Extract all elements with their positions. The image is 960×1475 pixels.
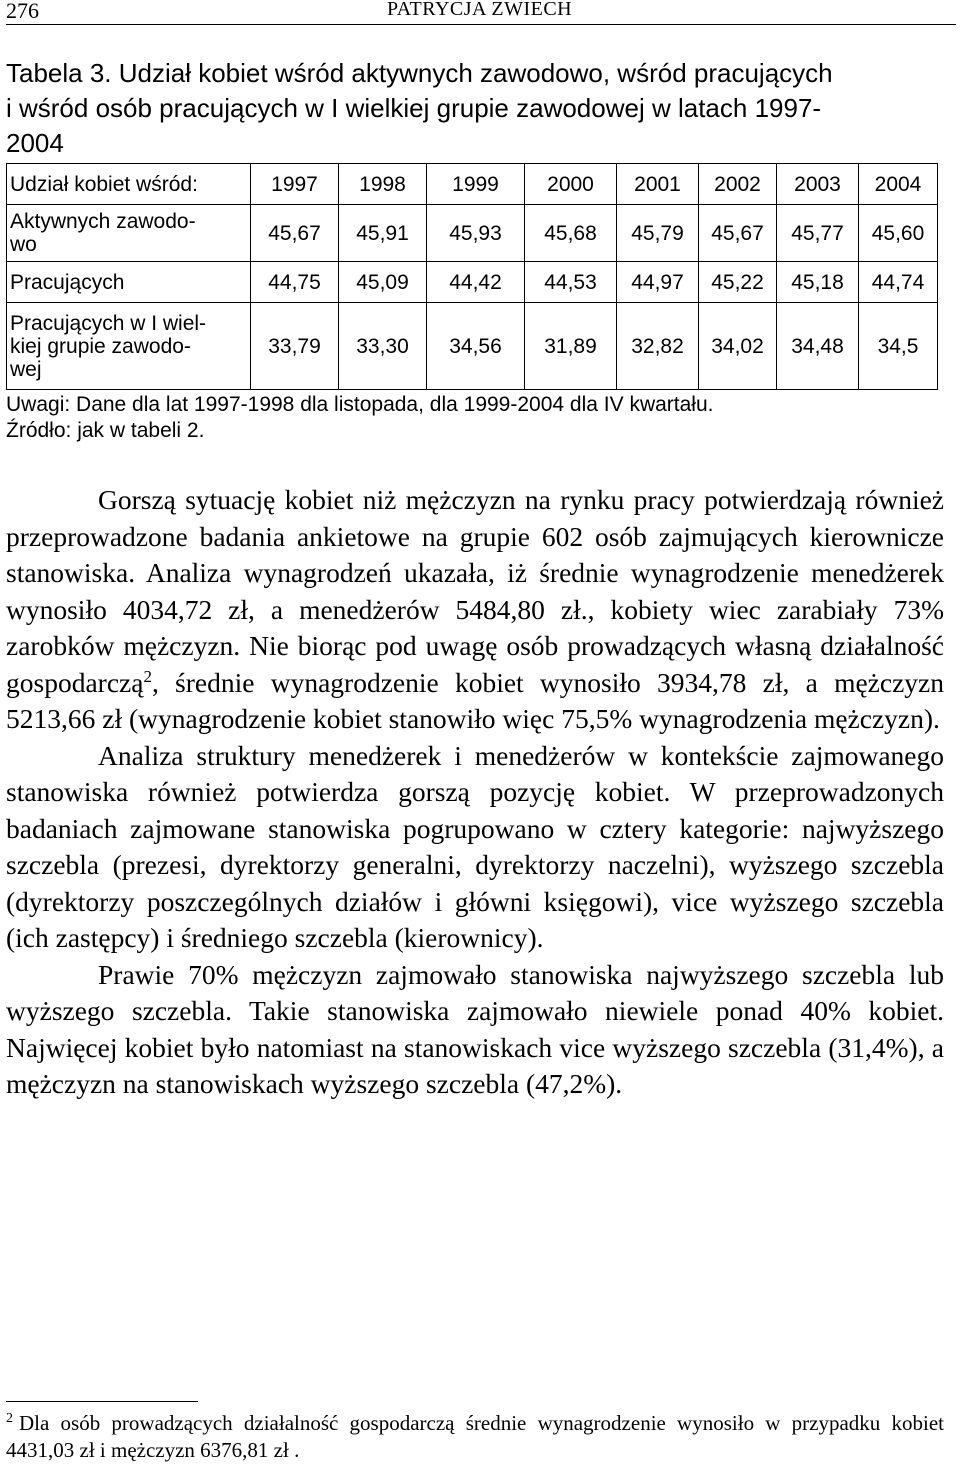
caption-line: i wśród osób pracujących w I wielkiej grupie zawodowej w latach 1997- (6, 93, 822, 123)
table-notes (6, 392, 946, 444)
row-label-line: Pracujących w I wiel- (10, 311, 207, 335)
row-label (7, 262, 251, 303)
table-cell: 34,56 (427, 303, 525, 390)
table-cell: 45,77 (777, 205, 859, 262)
year-header: 1997 (251, 164, 339, 205)
paragraph-text: , średnie wynagrodzenie kobiet wynosiło 3934,78 zł, a mężczyzn 5213,66 zł (wynagrodzenie kobiet stanowiło więc 75,5% wynagrodzenia mężczyzn). (6, 666, 944, 734)
table-cell: 44,75 (251, 262, 339, 303)
table-cell: 45,79 (617, 205, 699, 262)
table-cell: 31,89 (525, 303, 617, 390)
table-cell: 45,67 (699, 205, 777, 262)
table-cell: 45,22 (699, 262, 777, 303)
footnote-rule (6, 1401, 198, 1402)
caption-line: Tabela 3. Udział kobiet wśród aktywnych zawodowo, wśród pracujących (6, 58, 833, 88)
row-label-line: wej (10, 357, 42, 381)
row-label-line: wo (10, 233, 37, 256)
year-header: 2001 (617, 164, 699, 205)
table-cell: 44,97 (617, 262, 699, 303)
table-cell: 45,18 (777, 262, 859, 303)
table-cell: 44,53 (525, 262, 617, 303)
table-cell: 45,09 (339, 262, 427, 303)
paragraph: Analiza struktury menedżerek i menedżerów w kontekście zajmowanego stanowiska również potwierdza gorszą pozycję kobiet. W przeprowadzonych badaniach zajmowane stanowiska pogrupowano w cztery kategorie: najwyższego szczebla (prezesi, dyrektorzy generalni, dyrektorzy naczelni), wyższego szczebla (dyrektorzy poszczególnych działów i główni księgowi), vice wyższego szczebla (ich zastępcy) i średniego szczebla (kierownicy). (6, 739, 944, 953)
table-cell: 33,30 (339, 303, 427, 390)
table-row (7, 205, 938, 262)
table-cell: 44,42 (427, 262, 525, 303)
table-cell: 45,60 (859, 205, 938, 262)
data-table (6, 163, 938, 390)
row-label-line: Pracujących (10, 270, 125, 294)
footnote-text: Dla osób prowadzących działalność gospodarczą średnie wynagrodzenie wynosiło w przypadku kobiet 4431,03 zł i mężczyzn 6376,81 zł . (6, 1411, 944, 1462)
table-cell: 45,67 (251, 205, 339, 262)
year-header: 2002 (699, 164, 777, 205)
year-header: 2004 (859, 164, 938, 205)
caption-line: 2004 (6, 128, 64, 158)
footnote (6, 1410, 944, 1464)
table-source: Źródło: jak w tabeli 2. (6, 419, 205, 442)
table-note: Uwagi: Dane dla lat 1997-1998 dla listopada, dla 1999-2004 dla IV kwartału. (6, 393, 714, 416)
row-label-line: kiej grupie zawodo- (10, 334, 191, 358)
table-cell: 45,68 (525, 205, 617, 262)
paragraph (6, 482, 944, 738)
body-text (6, 482, 944, 1103)
year-header: 2000 (525, 164, 617, 205)
table-cell: 32,82 (617, 303, 699, 390)
table-cell: 33,79 (251, 303, 339, 390)
row-label (7, 303, 251, 390)
year-header: 1998 (339, 164, 427, 205)
footnote-ref: 2 (143, 666, 152, 686)
table-caption (6, 56, 950, 161)
running-title: PATRYCJA ZWIECH (387, 0, 573, 20)
paragraph-text: Gorszą sytuację kobiet niż mężczyzn na rynku pracy potwierdzają również przeprowadzone badania ankietowe na grupie 602 osób zajmujących kierownicze stanowiska. Analiza wynagrodzeń ukazała, iż średnie wynagrodzenie menedżerek wynosiło 4034,72 zł, a menedżerów 5484,80 zł., kobiety wiec zarabiały 73% zarobków mężczyzn. Nie biorąc pod uwagę osób prowadzących własną działalność gospodarczą (6, 484, 944, 698)
table-cell: 34,48 (777, 303, 859, 390)
year-header: 1999 (427, 164, 525, 205)
year-header: 2003 (777, 164, 859, 205)
paragraph: Prawie 70% mężczyzn zajmowało stanowiska najwyższego szczebla lub wyższego szczebla. Takie stanowiska zajmowało niewiele ponad 40% kobiet. Najwięcej kobiet było natomiast na stanowiskach vice wyższego szczebla (31,4%), a mężczyzn na stanowiskach wyższego szczebla (47,2%). (6, 958, 944, 1099)
table-cell: 44,74 (859, 262, 938, 303)
footnote-marker: 2 (6, 1411, 13, 1426)
row-label (7, 205, 251, 262)
page-number: 276 (6, 0, 39, 23)
table-header-row (7, 164, 938, 205)
table-cell: 45,91 (339, 205, 427, 262)
table-cell: 34,02 (699, 303, 777, 390)
header-label: Udział kobiet wśród: (7, 164, 251, 205)
table-cell: 45,93 (427, 205, 525, 262)
page-header (6, 0, 956, 25)
row-label-line: Aktywnych zawodo- (10, 210, 196, 233)
table-row (7, 262, 938, 303)
table-row (7, 303, 938, 390)
table-cell: 34,5 (859, 303, 938, 390)
